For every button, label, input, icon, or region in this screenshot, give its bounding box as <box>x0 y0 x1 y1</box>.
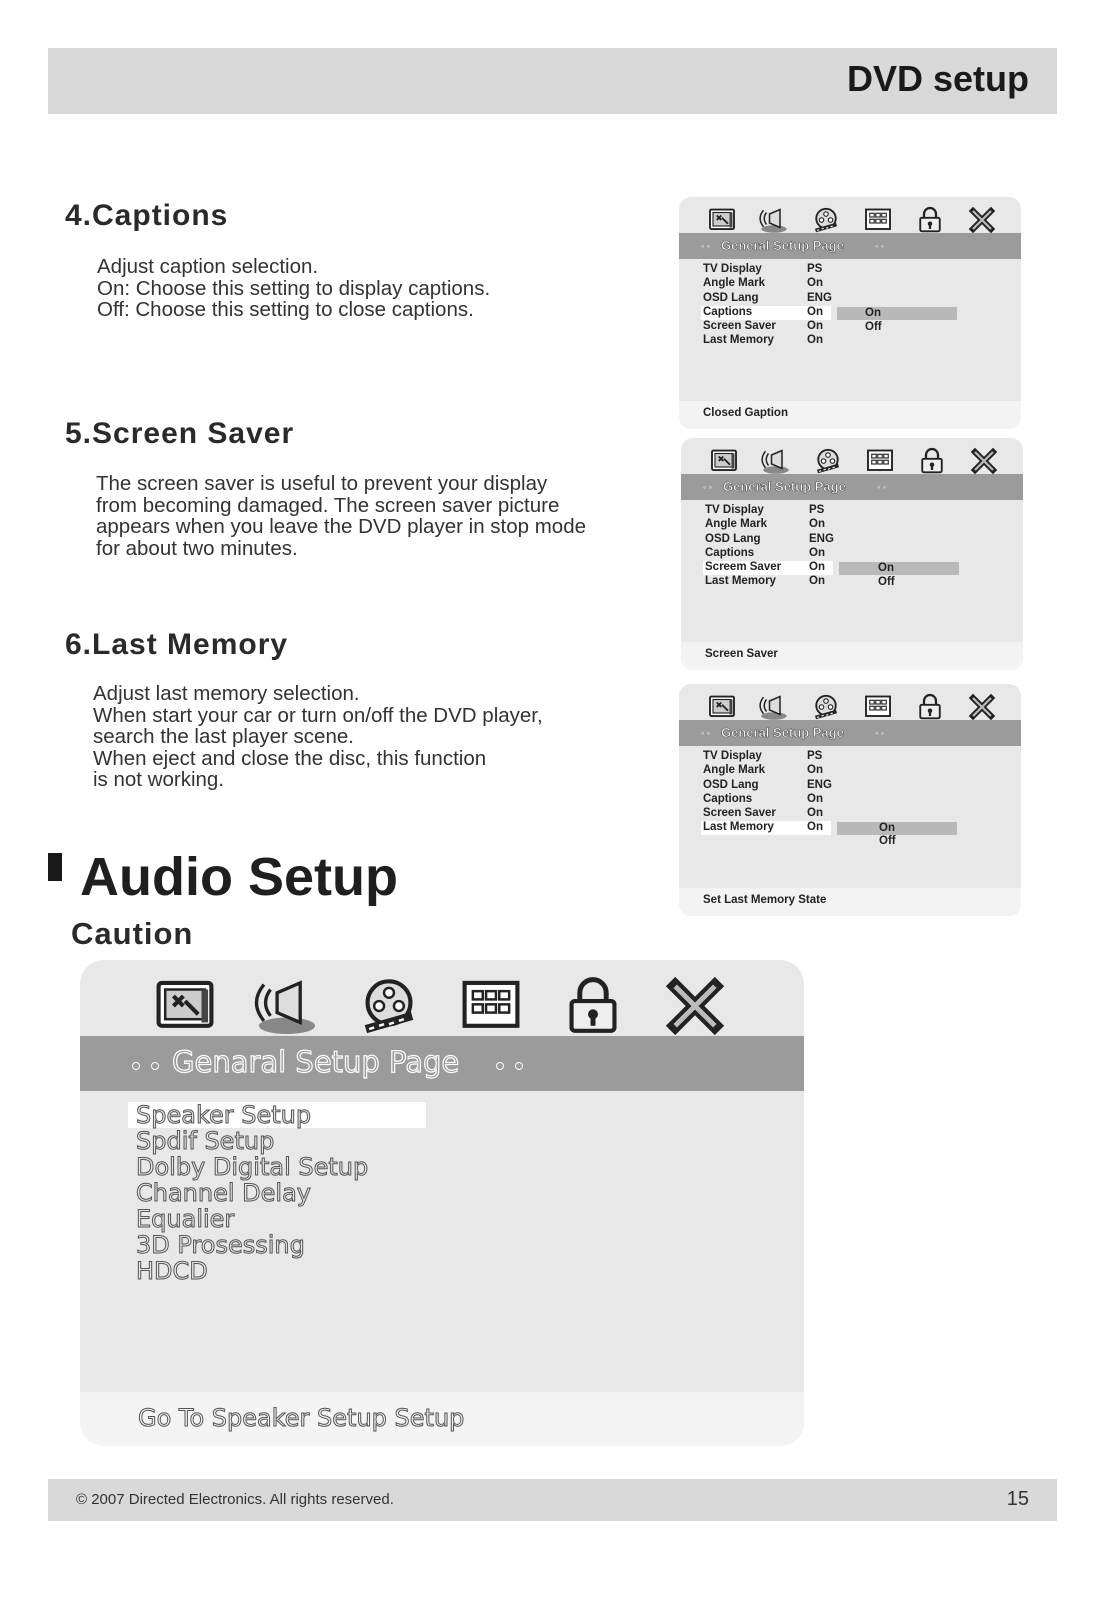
option-highlight <box>837 822 957 835</box>
tv-setup-icon[interactable] <box>707 205 737 235</box>
password-lock-icon[interactable] <box>915 692 945 722</box>
captions-heading: 4.Captions <box>65 199 229 232</box>
page-footer <box>48 1479 1057 1521</box>
osd-title: General Setup Page <box>721 238 844 253</box>
setting-value: ENG <box>807 291 832 304</box>
title-dot <box>151 1062 159 1070</box>
osd-title-bar <box>679 233 1021 259</box>
video-film-icon[interactable] <box>811 692 841 722</box>
osd-icon-bar <box>709 444 999 478</box>
osd-title: General Setup Page <box>721 725 844 740</box>
exit-x-icon[interactable] <box>967 205 997 235</box>
setting-row[interactable] <box>705 547 1005 561</box>
exit-x-icon[interactable] <box>969 446 999 476</box>
preference-panel-icon[interactable] <box>865 446 895 476</box>
screen-saver-heading: 5.Screen Saver <box>65 417 295 450</box>
setting-label: Captions <box>703 305 753 318</box>
title-dots-left: ◦ ◦ <box>701 241 710 251</box>
setting-row[interactable] <box>703 277 1003 291</box>
osd-title: General Setup Page <box>723 479 846 494</box>
last-memory-heading: 6.Last Memory <box>65 628 289 661</box>
setting-value: On <box>809 575 825 588</box>
setting-value: On <box>807 764 823 777</box>
setting-label: Last Memory <box>703 821 774 834</box>
caution-heading: Caution <box>71 916 194 951</box>
menu-item-speaker-setup[interactable]: Speaker Setup <box>128 1102 426 1128</box>
osd-screen-saver-panel <box>681 438 1023 670</box>
osd-status-text: Go To Speaker Setup Setup <box>138 1404 465 1432</box>
setting-label: Screen Saver <box>703 320 776 333</box>
setting-value: On <box>807 320 823 333</box>
tv-setup-icon[interactable] <box>707 692 737 722</box>
setting-row[interactable] <box>703 779 1003 793</box>
setting-label: OSD Lang <box>703 778 759 791</box>
osd-status-text: Set Last Memory State <box>703 894 827 906</box>
setting-row[interactable] <box>703 320 1003 334</box>
title-dot <box>515 1062 523 1070</box>
menu-item-3d-prosessing[interactable]: 3D Prosessing <box>136 1231 305 1259</box>
exit-x-icon[interactable] <box>967 692 997 722</box>
osd-status-text: Closed Gaption <box>703 407 788 419</box>
osd-status-bar <box>80 1392 804 1446</box>
setting-value: PS <box>807 263 823 275</box>
setting-value: On <box>809 546 825 559</box>
audio-setup-heading <box>48 846 398 908</box>
option-on[interactable]: On <box>878 562 894 574</box>
setting-label: OSD Lang <box>703 291 759 304</box>
setting-label: Last Memory <box>705 575 776 588</box>
title-dots-right: ◦ ◦ <box>877 482 886 492</box>
setting-label: Angle Mark <box>703 764 765 777</box>
password-lock-icon[interactable] <box>917 446 947 476</box>
setting-label: Captions <box>703 792 753 805</box>
osd-settings-list <box>705 504 1005 590</box>
option-highlight <box>837 307 957 320</box>
setting-label: Angle Mark <box>705 518 767 531</box>
osd-title-bar <box>80 1036 804 1091</box>
setting-label: Screen Saver <box>703 807 776 820</box>
title-dot <box>496 1062 504 1070</box>
setting-value: On <box>807 821 823 834</box>
osd-title-bar <box>681 474 1023 500</box>
password-lock-icon[interactable] <box>915 205 945 235</box>
video-film-icon[interactable] <box>813 446 843 476</box>
setting-label: TV Display <box>703 750 762 762</box>
audio-setup-title: Audio Setup <box>80 847 398 907</box>
setting-value: On <box>807 807 823 820</box>
last-memory-description: Adjust last memory selection. When start your car or turn on/off the DVD player, search the last player scene. When eject and close the disc, this function is not working. <box>93 682 543 791</box>
captions-description: Adjust caption selection. On: Choose this setting to display captions. Off: Choose this setting to close captions. <box>97 255 491 321</box>
title-dots-left: ◦ ◦ <box>701 728 710 738</box>
setting-label: Last Memory <box>703 334 774 347</box>
setting-row[interactable] <box>705 533 1005 547</box>
screen-saver-description: The screen saver is useful to prevent your display from becoming damaged. The screen saver picture appears when you leave the DVD player in stop mode for about two minutes. <box>96 472 587 560</box>
audio-menu-list <box>136 1102 426 1284</box>
osd-status-text: Screen Saver <box>705 648 778 660</box>
osd-captions-panel <box>679 197 1021 429</box>
setting-row[interactable] <box>703 807 1003 821</box>
page-header <box>48 48 1057 114</box>
setting-row[interactable] <box>703 263 1003 277</box>
option-on[interactable]: On <box>865 307 881 319</box>
menu-item-hdcd[interactable]: HDCD <box>136 1257 208 1285</box>
preference-panel-icon[interactable] <box>456 973 526 1039</box>
setting-row[interactable] <box>703 793 1003 807</box>
exit-x-icon[interactable] <box>660 973 730 1039</box>
osd-icon-bar <box>707 203 997 237</box>
menu-item-dolby-digital-setup[interactable]: Dolby Digital Setup <box>136 1153 369 1181</box>
menu-item-channel-delay[interactable]: Channel Delay <box>136 1179 311 1207</box>
osd-status-bar <box>679 401 1021 429</box>
copyright-text: © 2007 Directed Electronics. All rights reserved. <box>76 1491 394 1508</box>
option-highlight <box>839 562 959 575</box>
setting-row[interactable] <box>705 518 1005 532</box>
option-on[interactable]: On <box>879 822 895 834</box>
title-dots-right: ◦ ◦ <box>875 241 884 251</box>
setting-value: ENG <box>807 778 832 791</box>
osd-status-bar <box>681 642 1023 670</box>
preference-panel-icon[interactable] <box>863 692 893 722</box>
setting-value: On <box>809 561 825 574</box>
osd-title-bar <box>679 720 1021 746</box>
preference-panel-icon[interactable] <box>863 205 893 235</box>
setting-value: PS <box>809 504 825 516</box>
option-off[interactable]: Off <box>879 835 896 847</box>
setting-label: Screem Saver <box>705 561 782 574</box>
setting-value: ENG <box>809 532 834 545</box>
osd-icon-bar <box>150 970 730 1042</box>
section-marker <box>48 853 62 881</box>
tv-setup-icon[interactable] <box>150 973 220 1039</box>
setting-value: On <box>807 792 823 805</box>
setting-row[interactable] <box>705 504 1005 518</box>
audio-speaker-icon[interactable] <box>759 692 789 722</box>
page-header-title: DVD setup <box>846 58 1029 99</box>
setting-label: TV Display <box>705 504 764 516</box>
tv-setup-icon[interactable] <box>709 446 739 476</box>
osd-title: Genaral Setup Page <box>172 1045 460 1079</box>
audio-speaker-icon[interactable] <box>761 446 791 476</box>
setting-label: Captions <box>705 546 755 559</box>
setting-value: On <box>807 305 823 318</box>
osd-status-bar <box>679 888 1021 916</box>
title-dot <box>132 1062 140 1070</box>
setting-value: On <box>809 518 825 531</box>
title-dots-right: ◦ ◦ <box>875 728 884 738</box>
osd-audio-setup-panel <box>80 960 804 1446</box>
setting-value: On <box>807 334 823 347</box>
setting-row[interactable] <box>703 750 1003 764</box>
audio-speaker-icon[interactable] <box>759 205 789 235</box>
setting-row[interactable] <box>705 575 1005 589</box>
osd-settings-list <box>703 263 1003 349</box>
page-number: 15 <box>1006 1488 1029 1510</box>
option-off[interactable]: Off <box>865 321 882 333</box>
video-film-icon[interactable] <box>354 973 424 1039</box>
setting-label: TV Display <box>703 263 762 275</box>
setting-label: OSD Lang <box>705 532 761 545</box>
password-lock-icon[interactable] <box>558 973 628 1039</box>
setting-row[interactable] <box>703 764 1003 778</box>
setting-row[interactable] <box>703 292 1003 306</box>
setting-value: PS <box>807 750 823 762</box>
title-dots-left: ◦ ◦ <box>703 482 712 492</box>
setting-row[interactable] <box>703 334 1003 348</box>
setting-value: On <box>807 277 823 290</box>
osd-icon-bar <box>707 690 997 724</box>
setting-label: Angle Mark <box>703 277 765 290</box>
audio-speaker-icon[interactable] <box>252 973 322 1039</box>
video-film-icon[interactable] <box>811 205 841 235</box>
menu-item-equalier[interactable]: Equalier <box>136 1205 235 1233</box>
menu-item-spdif-setup[interactable]: Spdif Setup <box>136 1127 275 1155</box>
option-off[interactable]: Off <box>878 576 895 588</box>
osd-last-memory-panel <box>679 684 1021 916</box>
